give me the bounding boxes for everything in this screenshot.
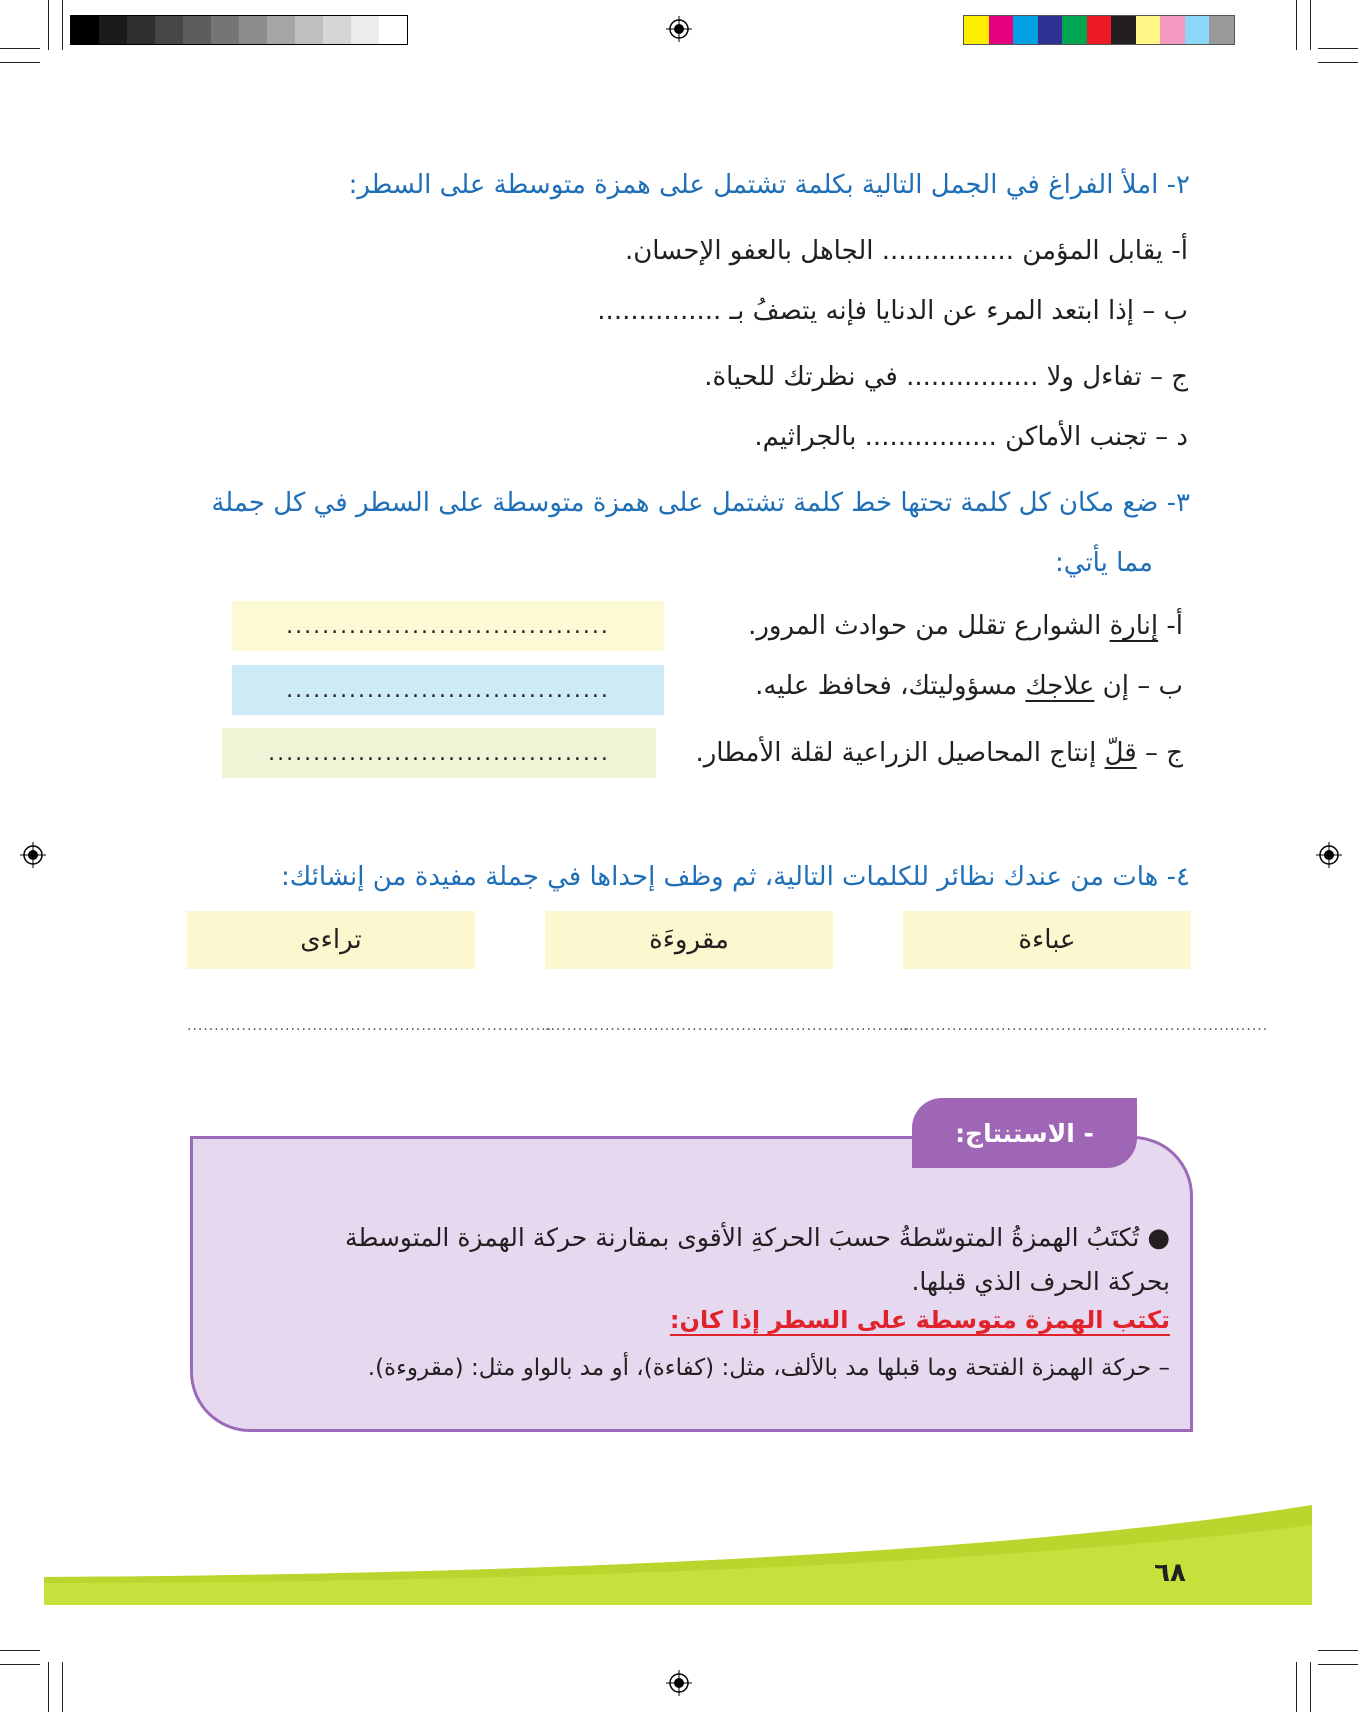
crop-mark xyxy=(0,62,40,63)
crop-mark xyxy=(1318,1664,1358,1665)
conclusion-rule-text: تُكتَبُ الهمزةُ المتوسّطةُ حسبَ الحركةِ الأقوى بمقارنة حركة الهمزة المتوسطة xyxy=(345,1223,1140,1252)
crop-mark xyxy=(1318,62,1358,63)
crop-mark xyxy=(0,1664,40,1665)
color-swatch xyxy=(1038,16,1063,44)
grayscale-swatch xyxy=(379,16,407,44)
grayscale-swatch xyxy=(99,16,127,44)
q3-item-rest: الشوارع تقلل من حوادث المرور. xyxy=(748,611,1110,641)
grayscale-swatch xyxy=(295,16,323,44)
registration-mark-icon xyxy=(1316,842,1342,868)
crop-mark xyxy=(1310,0,1311,50)
registration-mark-icon xyxy=(666,1670,692,1696)
conclusion-line-1 xyxy=(210,1218,1170,1258)
color-swatch xyxy=(1209,16,1234,44)
conclusion-line-2: بحركة الحرف الذي قبلها. xyxy=(911,1267,1170,1296)
crop-mark xyxy=(62,1662,63,1712)
q4-answer-line[interactable]: ................................................................... xyxy=(187,1018,553,1034)
q3-item-a xyxy=(663,611,1183,641)
q3-answer-box-a[interactable]: .................................... xyxy=(232,601,664,651)
q3-item-rest: مسؤوليتك، فحافظ عليه. xyxy=(755,671,1026,701)
grayscale-swatch xyxy=(183,16,211,44)
color-swatch xyxy=(1111,16,1136,44)
footer-green-swoosh xyxy=(0,1505,1358,1605)
page-number: ٦٨ xyxy=(1154,1558,1186,1588)
color-swatch xyxy=(1185,16,1210,44)
q3-item-rest: إنتاج المحاصيل الزراعية لقلة الأمطار. xyxy=(695,738,1105,768)
q4-word-box: تراءى xyxy=(187,911,475,969)
crop-mark xyxy=(1296,0,1297,50)
grayscale-swatch xyxy=(127,16,155,44)
grayscale-swatch xyxy=(323,16,351,44)
q2-item-a: أ- يقابل المؤمن ................ الجاهل بالعفو الإحسان. xyxy=(624,236,1188,266)
crop-mark xyxy=(1310,1662,1311,1712)
q2-heading: ٢- املأ الفراغ في الجمل التالية بكلمة تشتمل على همزة متوسطة على السطر: xyxy=(348,170,1190,200)
q3-answer-box-c[interactable]: ...................................... xyxy=(222,728,656,778)
grayscale-swatch xyxy=(211,16,239,44)
color-swatch xyxy=(1160,16,1185,44)
q2-item-d: د – تجنب الأماكن ................ بالجراثيم. xyxy=(754,422,1188,452)
q2-item-b: ب – إذا ابتعد المرء عن الدنايا فإنه يتصفُ بـ ............... xyxy=(597,296,1188,326)
registration-mark-icon xyxy=(20,842,46,868)
grayscale-swatch xyxy=(351,16,379,44)
crop-mark xyxy=(48,1662,49,1712)
color-swatch xyxy=(989,16,1014,44)
q3-answer-box-b[interactable]: .................................... xyxy=(232,665,664,715)
q3-item-prefix: أ- xyxy=(1158,611,1183,641)
grayscale-swatch xyxy=(239,16,267,44)
crop-mark xyxy=(0,48,40,49)
bullet-icon: ● xyxy=(1147,1223,1170,1253)
q3-item-c xyxy=(653,738,1183,768)
q3-heading: ٣- ضع مكان كل كلمة تحتها خط كلمة تشتمل على همزة متوسطة على السطر في كل جملة xyxy=(211,488,1190,518)
q4-answer-line[interactable]: ................................................................... xyxy=(903,1018,1269,1034)
color-calibration-bar xyxy=(963,15,1235,45)
crop-mark xyxy=(1296,1662,1297,1712)
grayscale-swatch xyxy=(267,16,295,44)
grayscale-calibration-bar xyxy=(70,15,408,45)
color-swatch xyxy=(1087,16,1112,44)
crop-mark xyxy=(1318,1650,1358,1651)
crop-mark xyxy=(62,0,63,50)
color-swatch xyxy=(1062,16,1087,44)
q3-item-b xyxy=(663,671,1183,701)
q3-underlined-word: إنارة xyxy=(1109,611,1159,641)
crop-mark xyxy=(1318,48,1358,49)
color-swatch xyxy=(964,16,989,44)
q3-heading-continued: مما يأتي: xyxy=(1055,548,1153,578)
grayscale-swatch xyxy=(71,16,99,44)
color-swatch xyxy=(1013,16,1038,44)
crop-mark xyxy=(0,1650,40,1651)
q4-heading: ٤- هات من عندك نظائر للكلمات التالية، ثم وظف إحداها في جملة مفيدة من إنشائك: xyxy=(281,862,1190,892)
q3-underlined-word: علاجك xyxy=(1025,671,1095,701)
q2-item-c: ج – تفاءل ولا ................ في نظرتك للحياة. xyxy=(704,362,1188,392)
q3-item-prefix: ب – إن xyxy=(1094,671,1183,701)
q3-underlined-word: قلّ xyxy=(1104,738,1137,768)
q4-word-box: عباءة xyxy=(903,911,1191,969)
q4-word-box: مقروءَة xyxy=(545,911,833,969)
crop-mark xyxy=(48,0,49,50)
color-swatch xyxy=(1136,16,1161,44)
conclusion-tab: - الاستنتاج: xyxy=(912,1098,1137,1168)
q4-answer-line[interactable]: ................................................................... xyxy=(545,1018,911,1034)
registration-mark-icon xyxy=(666,16,692,42)
conclusion-red-heading: تكتب الهمزة متوسطة على السطر إذا كان: xyxy=(669,1306,1170,1334)
q3-item-prefix: ج – xyxy=(1136,738,1183,768)
grayscale-swatch xyxy=(155,16,183,44)
conclusion-line-3: – حركة الهمزة الفتحة وما قبلها مد بالألف، مثل: (كفاءة)، أو مد بالواو مثل: (مقروءة). xyxy=(367,1355,1170,1381)
